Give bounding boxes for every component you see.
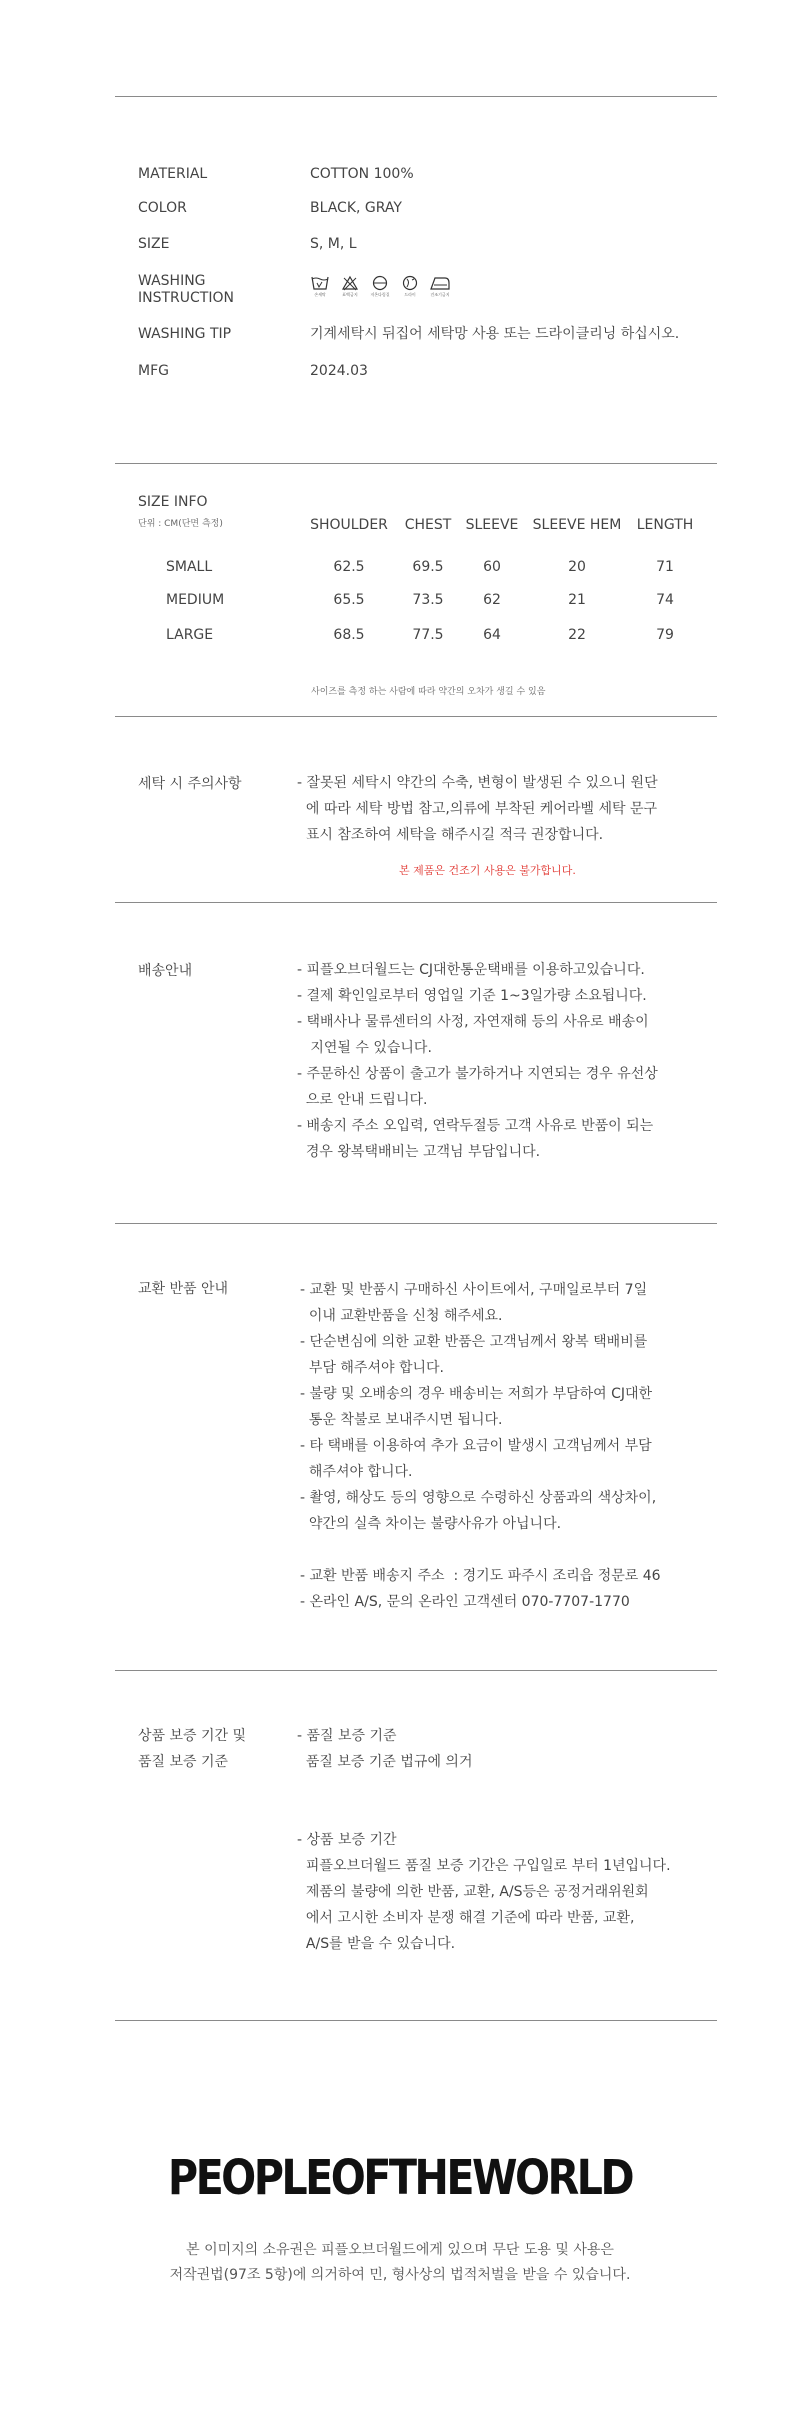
size-cell: 20 xyxy=(568,559,586,575)
text-line: 경우 왕복택배비는 고객님 부담입니다. xyxy=(297,1144,541,1160)
color-row xyxy=(138,200,698,220)
dryer-warning: 본 제품은 건조기 사용은 불가합니다. xyxy=(399,864,576,877)
no-tumble-dry-caption: 건조기금지 xyxy=(430,292,450,297)
text-line: - 주문하신 상품이 출고가 불가하거나 지연되는 경우 유선상 xyxy=(297,1066,658,1082)
text-line: 이내 교환반품을 신청 해주세요. xyxy=(300,1308,503,1324)
divider xyxy=(115,1670,717,1671)
brand-logo: PEOPLEOFTHEWORLD xyxy=(167,2150,633,2206)
no-bleach-icon xyxy=(340,275,360,298)
text-line: 해주셔야 합니다. xyxy=(300,1464,413,1480)
hand-wash-icon xyxy=(310,275,330,298)
size-value: S, M, L xyxy=(310,236,357,252)
material-label: MATERIAL xyxy=(138,166,208,182)
shipping-title: 배송안내 xyxy=(138,963,193,979)
size-row xyxy=(138,236,698,256)
divider xyxy=(115,96,717,97)
text-line: 약간의 실측 차이는 불량사유가 아닙니다. xyxy=(300,1516,562,1532)
divider xyxy=(115,2020,717,2021)
text-line: 에 따라 세탁 방법 참고,의류에 부착된 케어라벨 세탁 문구 xyxy=(297,801,658,817)
size-cell: 79 xyxy=(656,627,674,643)
color-label: COLOR xyxy=(138,200,187,216)
washing-label xyxy=(138,273,234,307)
text-line: - 불량 및 오배송의 경우 배송비는 저희가 부담하여 CJ대한 xyxy=(300,1386,653,1402)
text-line: 지연될 수 있습니다. xyxy=(297,1040,432,1056)
text-line: 제품의 불량에 의한 반품, 교환, A/S등은 공정거래위원회 xyxy=(297,1884,649,1900)
text-line: - 교환 반품 배송지 주소 : 경기도 파주시 조리읍 정문로 46 xyxy=(300,1568,661,1584)
washing-tip-label: WASHING TIP xyxy=(138,326,232,342)
size-cell: 68.5 xyxy=(333,627,365,643)
size-cell: 65.5 xyxy=(333,592,365,608)
mfg-label: MFG xyxy=(138,363,169,379)
col-sleeve: SLEEVE xyxy=(465,517,519,533)
size-cell: 77.5 xyxy=(412,627,444,643)
exchange-text xyxy=(300,1277,661,1615)
copyright-line-2: 저작권법(97조 5항)에 의거하여 민, 형사상의 법적처벌을 받을 수 있습니다. xyxy=(169,2267,631,2283)
row-label-large: LARGE xyxy=(166,627,214,643)
washing-label-line-1: WASHING xyxy=(138,273,206,289)
material-row xyxy=(138,166,698,186)
warranty-text-a xyxy=(297,1723,472,1775)
size-info-unit: 단위 : CM(단면 측정) xyxy=(138,519,223,529)
size-cell: 74 xyxy=(656,592,674,608)
divider xyxy=(115,463,717,464)
size-label: SIZE xyxy=(138,236,170,252)
washing-label-line-2: INSTRUCTION xyxy=(138,290,234,306)
text-line: 품질 보증 기준 법규에 의거 xyxy=(297,1754,473,1770)
washing-tip-row xyxy=(138,326,698,346)
dry-clean-caption: 드라이 xyxy=(404,292,416,297)
col-length: LENGTH xyxy=(636,517,694,533)
text-line: - 잘못된 세탁시 약간의 수축, 변형이 발생된 수 있으니 원단 xyxy=(297,775,658,791)
warranty-title xyxy=(138,1723,246,1775)
text-line: A/S를 받을 수 있습니다. xyxy=(297,1936,456,1952)
text-line: - 품질 보증 기준 xyxy=(297,1728,397,1744)
size-cell: 71 xyxy=(656,559,674,575)
dry-clean-icon xyxy=(400,275,420,298)
color-value: BLACK, GRAY xyxy=(310,200,402,216)
washing-tip-value: 기계세탁시 뒤집어 세탁망 사용 또는 드라이클리닝 하십시오. xyxy=(310,326,680,342)
divider xyxy=(115,1223,717,1224)
hand-wash-caption: 손세탁 xyxy=(314,292,326,297)
size-info-title: SIZE INFO xyxy=(138,494,208,510)
size-cell: 69.5 xyxy=(412,559,444,575)
text-line: 통운 착불로 보내주시면 됩니다. xyxy=(300,1412,503,1428)
col-shoulder: SHOULDER xyxy=(310,517,388,533)
text-line: - 교환 및 반품시 구매하신 사이트에서, 구매일로부터 7일 xyxy=(300,1282,648,1298)
text-line: - 배송지 주소 오입력, 연락두절등 고객 사유로 반품이 되는 xyxy=(297,1118,654,1134)
mfg-value: 2024.03 xyxy=(310,363,368,379)
washing-caution-text xyxy=(297,770,658,848)
text-line: - 촬영, 해상도 등의 영향으로 수령하신 상품과의 색상차이, xyxy=(300,1490,657,1506)
warranty-text-b xyxy=(297,1827,671,1957)
washing-caution-title: 세탁 시 주의사항 xyxy=(138,776,242,792)
iron-low-icon xyxy=(370,275,390,298)
material-value: COTTON 100% xyxy=(310,166,414,182)
size-cell: 62.5 xyxy=(333,559,365,575)
text-line: - 결제 확인일로부터 영업일 기준 1~3일가량 소요됩니다. xyxy=(297,988,647,1004)
mfg-row xyxy=(138,363,698,383)
no-tumble-dry-icon xyxy=(430,275,450,298)
col-chest: CHEST xyxy=(404,517,452,533)
row-label-medium: MEDIUM xyxy=(166,592,225,608)
size-cell: 73.5 xyxy=(412,592,444,608)
text-line: - 상품 보증 기간 xyxy=(297,1832,397,1848)
size-cell: 22 xyxy=(568,627,586,643)
text-line: - 단순변심에 의한 교환 반품은 고객님께서 왕복 택배비를 xyxy=(300,1334,648,1350)
warranty-title-line-2: 품질 보증 기준 xyxy=(138,1754,229,1770)
size-cell: 21 xyxy=(568,592,586,608)
no-bleach-caption: 표백금지 xyxy=(342,292,358,297)
text-line: 피플오브더월드 품질 보증 기간은 구입일로 부터 1년입니다. xyxy=(297,1858,671,1874)
row-label-small: SMALL xyxy=(166,559,213,575)
warranty-title-line-1: 상품 보증 기간 및 xyxy=(138,1728,247,1744)
text-line: - 피플오브더월드는 CJ대한통운택배를 이용하고있습니다. xyxy=(297,962,645,978)
text-line: - 타 택배를 이용하여 추가 요금이 발생시 고객님께서 부담 xyxy=(300,1438,652,1454)
text-line: 으로 안내 드립니다. xyxy=(297,1092,428,1108)
copyright-line-1: 본 이미지의 소유권은 피플오브더월드에게 있으며 무단 도용 및 사용은 xyxy=(186,2242,614,2258)
exchange-title: 교환 반품 안내 xyxy=(138,1281,229,1297)
text-line: 에서 고시한 소비자 분쟁 해결 기준에 따라 반품, 교환, xyxy=(297,1910,635,1926)
washing-row xyxy=(138,273,698,309)
text-line: 부담 해주셔야 합니다. xyxy=(300,1360,444,1376)
divider xyxy=(115,716,717,717)
col-sleeve-hem: SLEEVE HEM xyxy=(532,517,622,533)
text-line xyxy=(300,1537,661,1563)
divider xyxy=(115,902,717,903)
size-cell: 60 xyxy=(483,559,501,575)
text-line: - 택배사나 물류센터의 사정, 자연재해 등의 사유로 배송이 xyxy=(297,1014,649,1030)
text-line: - 온라인 A/S, 문의 온라인 고객센터 070-7707-1770 xyxy=(300,1594,630,1610)
size-cell: 64 xyxy=(483,627,501,643)
iron-low-caption: 저온다림질 xyxy=(370,292,390,297)
washing-icons xyxy=(310,275,450,298)
size-cell: 62 xyxy=(483,592,501,608)
size-note: 사이즈를 측정 하는 사람에 따라 약간의 오차가 생길 수 있음 xyxy=(311,687,546,697)
text-line: 표시 참조하여 세탁을 해주시길 적극 권장합니다. xyxy=(297,827,604,843)
shipping-text xyxy=(297,957,658,1165)
